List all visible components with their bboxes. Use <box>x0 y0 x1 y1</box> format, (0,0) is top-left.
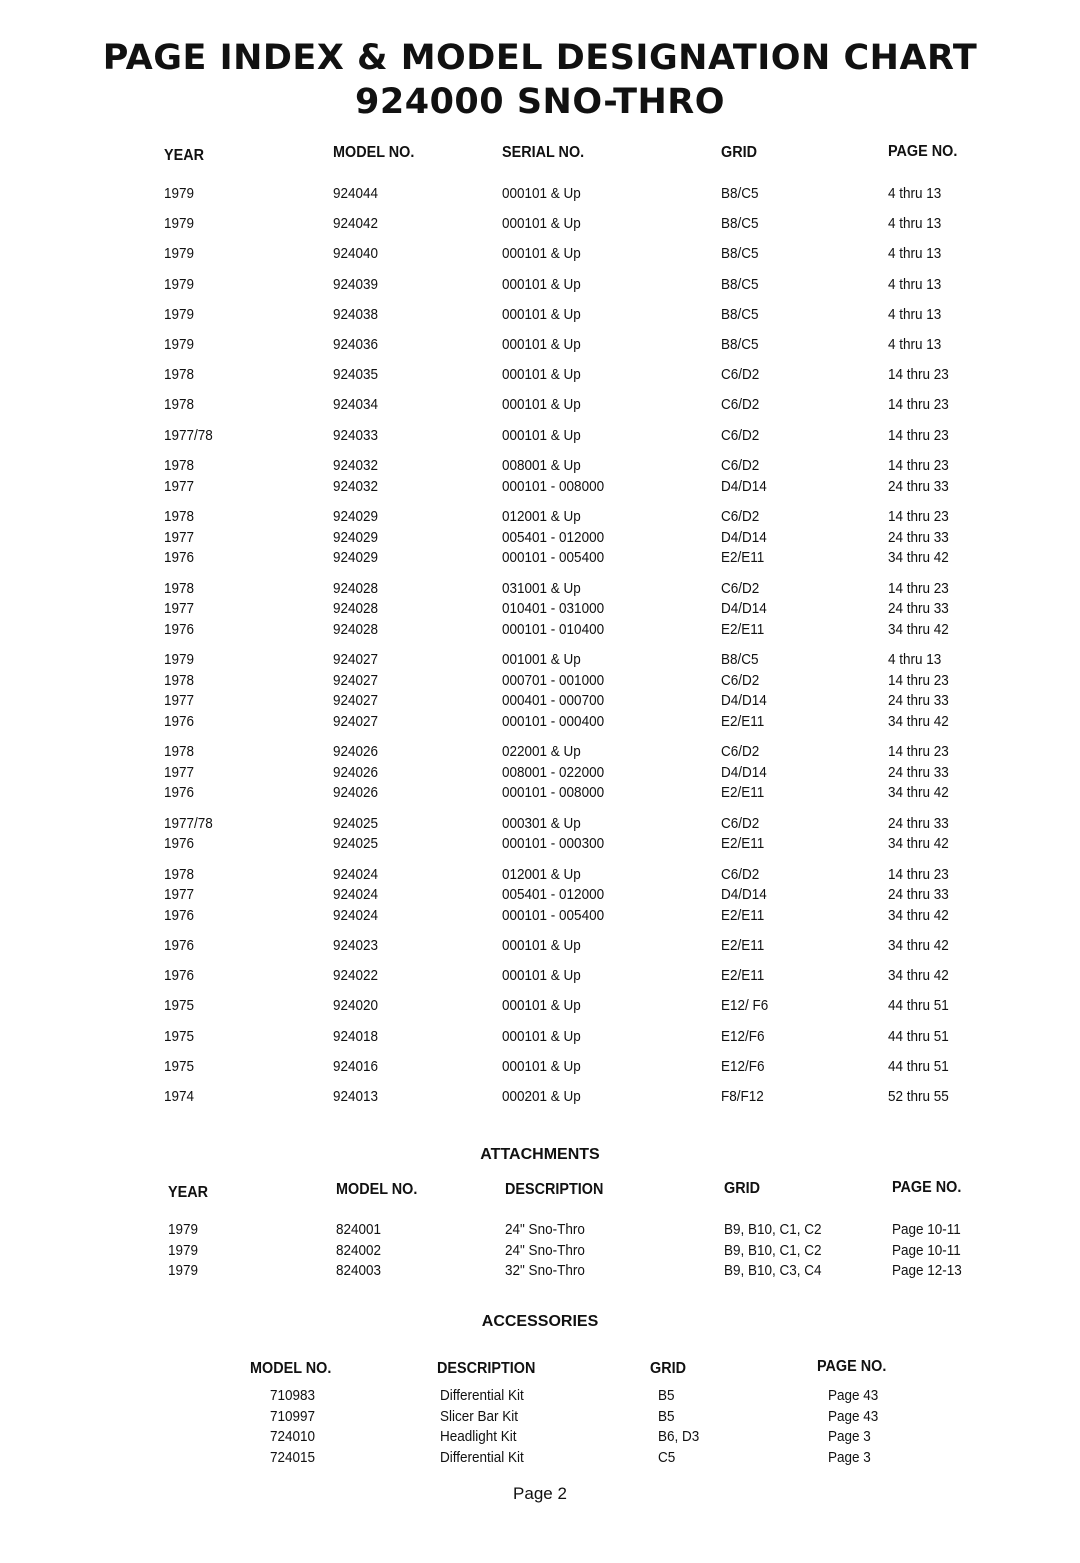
serial-no-cell: 000301 & Up <box>502 814 581 832</box>
serial-no-cell: 000101 & Up <box>502 305 581 323</box>
table-row <box>0 1087 1080 1108</box>
model-no-cell: 924018 <box>333 1027 379 1045</box>
table-row <box>0 579 1080 600</box>
table-row <box>0 712 1080 733</box>
model-table <box>0 184 1080 1107</box>
year-cell: 1978 <box>164 671 195 689</box>
model-no-cell: 824001 <box>336 1221 382 1238</box>
model-no-cell: 924033 <box>333 426 379 444</box>
year-cell: 1979 <box>164 651 195 668</box>
year-cell: 1979 <box>164 275 195 293</box>
page-no-cell: Page 12-13 <box>892 1262 962 1279</box>
page-no-cell: 34 thru 42 <box>888 835 949 852</box>
model-no-cell: 924026 <box>333 784 379 801</box>
grid-cell: C6/D2 <box>721 579 760 597</box>
page-no-cell: 14 thru 23 <box>888 508 949 525</box>
table-row <box>0 1057 1080 1078</box>
serial-no-cell: 000401 - 000700 <box>502 692 605 709</box>
serial-no-cell: 008001 - 022000 <box>502 763 605 781</box>
serial-no-cell: 000101 - 005400 <box>502 549 605 566</box>
grid-cell: C6/D2 <box>721 396 760 414</box>
grid-cell: B5 <box>658 1387 675 1404</box>
table-row <box>0 214 1080 235</box>
description-cell: Headlight Kit <box>440 1428 517 1445</box>
grid-cell: E12/F6 <box>721 1057 765 1075</box>
grid-cell: C5 <box>658 1448 676 1466</box>
table-row <box>0 456 1080 477</box>
serial-no-cell: 000101 - 010400 <box>502 620 605 638</box>
page-no-cell: Page 43 <box>828 1387 879 1404</box>
page-no-cell: 4 thru 13 <box>888 215 942 233</box>
model-no-cell: 924032 <box>333 477 379 495</box>
grid-cell: D4/D14 <box>721 886 767 903</box>
model-no-cell: 924024 <box>333 906 379 924</box>
serial-no-cell: 000101 & Up <box>502 215 581 233</box>
table-row <box>0 426 1080 447</box>
table-row <box>0 507 1080 528</box>
year-cell: 1976 <box>164 967 195 985</box>
accessories-table <box>0 1386 1080 1468</box>
grid-cell: F8/F12 <box>721 1087 764 1105</box>
model-no-cell: 924013 <box>333 1087 379 1105</box>
table-row <box>0 906 1080 927</box>
grid-cell: B8/C5 <box>721 245 759 263</box>
model-no-cell: 924022 <box>333 967 379 985</box>
model-no-cell: 924023 <box>333 937 379 954</box>
model-no-cell: 924024 <box>333 865 379 883</box>
model-no-cell: 710997 <box>270 1407 316 1425</box>
year-cell: 1977 <box>164 763 195 781</box>
year-cell: 1978 <box>164 579 195 597</box>
attachments-header-description: DESCRIPTION <box>505 1181 604 1198</box>
page-no-cell: 24 thru 33 <box>888 477 949 495</box>
model-group <box>0 184 1080 205</box>
model-no-cell: 924026 <box>333 763 379 781</box>
page-no-cell: 34 thru 42 <box>888 549 949 566</box>
table-row <box>0 477 1080 498</box>
accessory-row <box>0 1386 1080 1407</box>
page-no-cell: Page 3 <box>828 1448 871 1466</box>
page-no-cell: 4 thru 13 <box>888 335 942 353</box>
grid-cell: B9, B10, C1, C2 <box>724 1241 822 1259</box>
model-group <box>0 579 1080 641</box>
model-group <box>0 214 1080 235</box>
model-no-cell: 924025 <box>333 814 379 832</box>
table-row <box>0 275 1080 296</box>
table-row <box>0 365 1080 386</box>
model-no-cell: 924032 <box>333 457 379 474</box>
header-serial-no: SERIAL NO. <box>502 144 585 161</box>
year-cell: 1979 <box>164 185 195 202</box>
year-cell: 1977 <box>164 528 195 546</box>
page-no-cell: 4 thru 13 <box>888 185 942 202</box>
serial-no-cell: 000101 & Up <box>502 967 581 985</box>
accessories-header-description: DESCRIPTION <box>437 1360 536 1377</box>
serial-no-cell: 010401 - 031000 <box>502 600 605 617</box>
page-no-cell: Page 3 <box>828 1428 871 1445</box>
page-no-cell: 14 thru 23 <box>888 426 949 444</box>
page-no-cell: 4 thru 13 <box>888 275 942 293</box>
model-no-cell: 924040 <box>333 245 379 263</box>
model-group <box>0 814 1080 855</box>
grid-cell: C6/D2 <box>721 366 760 384</box>
model-no-cell: 924039 <box>333 275 379 293</box>
page-no-cell: 24 thru 33 <box>888 763 949 781</box>
page-no-cell: 34 thru 42 <box>888 906 949 924</box>
serial-no-cell: 000101 - 000400 <box>502 712 605 730</box>
attachments-title: ATTACHMENTS <box>480 1146 600 1163</box>
page-no-cell: 14 thru 23 <box>888 579 949 597</box>
model-no-cell: 924042 <box>333 215 379 233</box>
accessories-header-model-no: MODEL NO. <box>250 1360 332 1377</box>
model-group <box>0 1057 1080 1078</box>
header-year: YEAR <box>164 147 205 164</box>
serial-no-cell: 000701 - 001000 <box>502 671 605 689</box>
page-no-cell: 24 thru 33 <box>888 600 949 617</box>
header-page-no: PAGE NO. <box>888 143 958 160</box>
model-group <box>0 426 1080 447</box>
grid-cell: B6, D3 <box>658 1428 700 1445</box>
model-no-cell: 924035 <box>333 366 379 384</box>
serial-no-cell: 000101 & Up <box>502 997 581 1015</box>
page-no-cell: 14 thru 23 <box>888 865 949 883</box>
grid-cell: C6/D2 <box>721 426 760 444</box>
grid-cell: E2/E11 <box>721 712 765 730</box>
table-row <box>0 335 1080 356</box>
page-no-cell: 34 thru 42 <box>888 712 949 730</box>
accessories-header-grid: GRID <box>650 1360 686 1377</box>
grid-cell: C6/D2 <box>721 671 760 689</box>
year-cell: 1977 <box>164 692 195 709</box>
grid-cell: B9, B10, C3, C4 <box>724 1262 822 1279</box>
year-cell: 1978 <box>164 396 195 414</box>
serial-no-cell: 000101 & Up <box>502 185 581 202</box>
serial-no-cell: 000101 & Up <box>502 335 581 353</box>
model-no-cell: 924026 <box>333 743 379 760</box>
model-group <box>0 936 1080 957</box>
model-no-cell: 924027 <box>333 692 379 709</box>
table-row <box>0 184 1080 205</box>
grid-cell: D4/D14 <box>721 692 767 709</box>
page-no-cell: 52 thru 55 <box>888 1087 949 1105</box>
table-row <box>0 763 1080 784</box>
serial-no-cell: 000101 - 000300 <box>502 835 605 852</box>
page-no-cell: 14 thru 23 <box>888 671 949 689</box>
page-no-cell: 4 thru 13 <box>888 245 942 263</box>
year-cell: 1976 <box>164 549 195 566</box>
model-group <box>0 305 1080 326</box>
description-cell: 32" Sno-Thro <box>505 1262 585 1279</box>
description-cell: Differential Kit <box>440 1387 524 1404</box>
model-group <box>0 365 1080 386</box>
model-group <box>0 275 1080 296</box>
page-no-cell: Page 10-11 <box>892 1221 961 1238</box>
grid-cell: B8/C5 <box>721 335 759 353</box>
page-no-cell: 34 thru 42 <box>888 620 949 638</box>
attachments-header-grid: GRID <box>724 1180 760 1197</box>
page-no-cell: 44 thru 51 <box>888 1027 949 1045</box>
grid-cell: E2/E11 <box>721 937 765 954</box>
page-no-cell: 4 thru 13 <box>888 651 942 668</box>
grid-cell: D4/D14 <box>721 763 767 781</box>
model-group <box>0 650 1080 732</box>
year-cell: 1979 <box>168 1221 199 1238</box>
grid-cell: E2/E11 <box>721 620 765 638</box>
model-no-cell: 924028 <box>333 600 379 617</box>
year-cell: 1976 <box>164 620 195 638</box>
serial-no-cell: 000101 & Up <box>502 275 581 293</box>
table-row <box>0 650 1080 671</box>
year-cell: 1979 <box>164 245 195 263</box>
grid-cell: B8/C5 <box>721 215 759 233</box>
table-row <box>0 244 1080 265</box>
model-no-cell: 924034 <box>333 396 379 414</box>
model-group <box>0 966 1080 987</box>
serial-no-cell: 000101 & Up <box>502 1057 581 1075</box>
grid-cell: D4/D14 <box>721 477 767 495</box>
page-no-cell: 44 thru 51 <box>888 997 949 1015</box>
grid-cell: B8/C5 <box>721 651 759 668</box>
model-group <box>0 395 1080 416</box>
table-row <box>0 814 1080 835</box>
table-row <box>0 996 1080 1017</box>
year-cell: 1979 <box>164 305 195 323</box>
model-no-cell: 924028 <box>333 579 379 597</box>
grid-cell: B8/C5 <box>721 185 759 202</box>
page-no-cell: 34 thru 42 <box>888 784 949 801</box>
table-row <box>0 599 1080 620</box>
year-cell: 1979 <box>164 335 195 353</box>
description-cell: Differential Kit <box>440 1448 524 1466</box>
serial-no-cell: 000101 & Up <box>502 366 581 384</box>
model-group <box>0 1027 1080 1048</box>
model-no-cell: 724015 <box>270 1448 316 1466</box>
page-no-cell: 34 thru 42 <box>888 937 949 954</box>
grid-cell: B8/C5 <box>721 305 759 323</box>
page-no-cell: Page 10-11 <box>892 1241 961 1259</box>
description-cell: 24" Sno-Thro <box>505 1241 585 1259</box>
grid-cell: C6/D2 <box>721 865 760 883</box>
grid-cell: D4/D14 <box>721 600 767 617</box>
grid-cell: C6/D2 <box>721 457 760 474</box>
model-group <box>0 742 1080 804</box>
page-no-cell: 44 thru 51 <box>888 1057 949 1075</box>
serial-no-cell: 001001 & Up <box>502 651 581 668</box>
table-row <box>0 395 1080 416</box>
model-no-cell: 924044 <box>333 185 379 202</box>
year-cell: 1976 <box>164 835 195 852</box>
table-row <box>0 834 1080 855</box>
model-group <box>0 865 1080 927</box>
year-cell: 1975 <box>164 1057 195 1075</box>
model-no-cell: 824003 <box>336 1262 382 1279</box>
grid-cell: E2/E11 <box>721 967 765 985</box>
accessory-row <box>0 1448 1080 1469</box>
description-cell: 24" Sno-Thro <box>505 1221 585 1238</box>
serial-no-cell: 000101 & Up <box>502 245 581 263</box>
year-cell: 1977/78 <box>164 814 213 832</box>
page-no-cell: 24 thru 33 <box>888 692 949 709</box>
grid-cell: C6/D2 <box>721 814 760 832</box>
serial-no-cell: 000101 & Up <box>502 426 581 444</box>
page-no-cell: 14 thru 23 <box>888 396 949 414</box>
model-group <box>0 456 1080 497</box>
model-no-cell: 924036 <box>333 335 379 353</box>
year-cell: 1975 <box>164 1027 195 1045</box>
attachment-row <box>0 1261 1080 1282</box>
table-row <box>0 742 1080 763</box>
model-no-cell: 924028 <box>333 620 379 638</box>
grid-cell: C6/D2 <box>721 743 760 760</box>
model-group <box>0 244 1080 265</box>
page-no-cell: 14 thru 23 <box>888 366 949 384</box>
serial-no-cell: 031001 & Up <box>502 579 581 597</box>
model-no-cell: 924027 <box>333 651 379 668</box>
attachments-table <box>0 1220 1080 1282</box>
grid-cell: E2/E11 <box>721 784 765 801</box>
model-no-cell: 710983 <box>270 1387 316 1404</box>
attachment-row <box>0 1241 1080 1262</box>
model-no-cell: 924027 <box>333 712 379 730</box>
serial-no-cell: 000101 - 008000 <box>502 477 605 495</box>
year-cell: 1977/78 <box>164 426 213 444</box>
serial-no-cell: 005401 - 012000 <box>502 528 605 546</box>
serial-no-cell: 005401 - 012000 <box>502 886 605 903</box>
page-no-cell: 24 thru 33 <box>888 528 949 546</box>
year-cell: 1976 <box>164 906 195 924</box>
model-no-cell: 924029 <box>333 549 379 566</box>
grid-cell: B9, B10, C1, C2 <box>724 1221 822 1238</box>
accessory-row <box>0 1407 1080 1428</box>
accessory-row <box>0 1427 1080 1448</box>
model-no-cell: 724010 <box>270 1428 316 1445</box>
serial-no-cell: 000101 & Up <box>502 937 581 954</box>
attachments-header-year: YEAR <box>168 1184 209 1201</box>
serial-no-cell: 000101 & Up <box>502 1027 581 1045</box>
table-row <box>0 620 1080 641</box>
serial-no-cell: 022001 & Up <box>502 743 581 760</box>
page-number: Page 2 <box>513 1484 567 1503</box>
header-model-no: MODEL NO. <box>333 144 415 161</box>
page-no-cell: 14 thru 23 <box>888 743 949 760</box>
year-cell: 1974 <box>164 1087 195 1105</box>
serial-no-cell: 008001 & Up <box>502 457 581 474</box>
grid-cell: D4/D14 <box>721 528 767 546</box>
grid-cell: E2/E11 <box>721 549 765 566</box>
year-cell: 1976 <box>164 712 195 730</box>
attachments-header-page-no: PAGE NO. <box>892 1179 962 1196</box>
year-cell: 1978 <box>164 457 195 474</box>
serial-no-cell: 000201 & Up <box>502 1087 581 1105</box>
page-title: PAGE INDEX & MODEL DESIGNATION CHART <box>102 38 978 78</box>
model-no-cell: 924027 <box>333 671 379 689</box>
model-no-cell: 824002 <box>336 1241 382 1259</box>
table-row <box>0 783 1080 804</box>
model-no-cell: 924029 <box>333 508 379 525</box>
year-cell: 1978 <box>164 366 195 384</box>
table-row <box>0 936 1080 957</box>
model-group <box>0 1087 1080 1108</box>
header-grid: GRID <box>721 144 757 161</box>
model-no-cell: 924020 <box>333 997 379 1015</box>
description-cell: Slicer Bar Kit <box>440 1407 519 1425</box>
grid-cell: E12/F6 <box>721 1027 765 1045</box>
table-row <box>0 966 1080 987</box>
table-row <box>0 305 1080 326</box>
model-group <box>0 335 1080 356</box>
year-cell: 1976 <box>164 937 195 954</box>
page-no-cell: 34 thru 42 <box>888 967 949 985</box>
year-cell: 1977 <box>164 477 195 495</box>
page-no-cell: 14 thru 23 <box>888 457 949 474</box>
table-row <box>0 528 1080 549</box>
table-row <box>0 691 1080 712</box>
serial-no-cell: 000101 & Up <box>502 396 581 414</box>
accessories-header-page-no: PAGE NO. <box>817 1358 887 1375</box>
serial-no-cell: 012001 & Up <box>502 508 581 525</box>
grid-cell: E2/E11 <box>721 835 765 852</box>
attachments-header-model-no: MODEL NO. <box>336 1181 418 1198</box>
model-no-cell: 924029 <box>333 528 379 546</box>
table-row <box>0 865 1080 886</box>
grid-cell: E2/E11 <box>721 906 765 924</box>
model-no-cell: 924024 <box>333 886 379 903</box>
model-group <box>0 507 1080 569</box>
table-row <box>0 671 1080 692</box>
year-cell: 1978 <box>164 508 195 525</box>
page-no-cell: Page 43 <box>828 1407 879 1425</box>
model-no-cell: 924025 <box>333 835 379 852</box>
year-cell: 1977 <box>164 886 195 903</box>
serial-no-cell: 000101 - 005400 <box>502 906 605 924</box>
year-cell: 1979 <box>164 215 195 233</box>
serial-no-cell: 012001 & Up <box>502 865 581 883</box>
page-no-cell: 24 thru 33 <box>888 814 949 832</box>
attachment-row <box>0 1220 1080 1241</box>
year-cell: 1976 <box>164 784 195 801</box>
year-cell: 1978 <box>164 865 195 883</box>
year-cell: 1979 <box>168 1262 199 1279</box>
year-cell: 1979 <box>168 1241 199 1259</box>
accessories-title: ACCESSORIES <box>481 1313 599 1330</box>
table-row <box>0 885 1080 906</box>
table-row <box>0 548 1080 569</box>
page-subtitle: 924000 SNO-THRO <box>355 82 725 122</box>
model-no-cell: 924016 <box>333 1057 379 1075</box>
model-group <box>0 996 1080 1017</box>
grid-cell: C6/D2 <box>721 508 760 525</box>
year-cell: 1977 <box>164 600 195 617</box>
grid-cell: B8/C5 <box>721 275 759 293</box>
grid-cell: E12/ F6 <box>721 997 769 1015</box>
model-no-cell: 924038 <box>333 305 379 323</box>
serial-no-cell: 000101 - 008000 <box>502 784 605 801</box>
grid-cell: B5 <box>658 1407 675 1425</box>
page-no-cell: 24 thru 33 <box>888 886 949 903</box>
page-no-cell: 4 thru 13 <box>888 305 942 323</box>
table-row <box>0 1027 1080 1048</box>
year-cell: 1975 <box>164 997 195 1015</box>
year-cell: 1978 <box>164 743 195 760</box>
